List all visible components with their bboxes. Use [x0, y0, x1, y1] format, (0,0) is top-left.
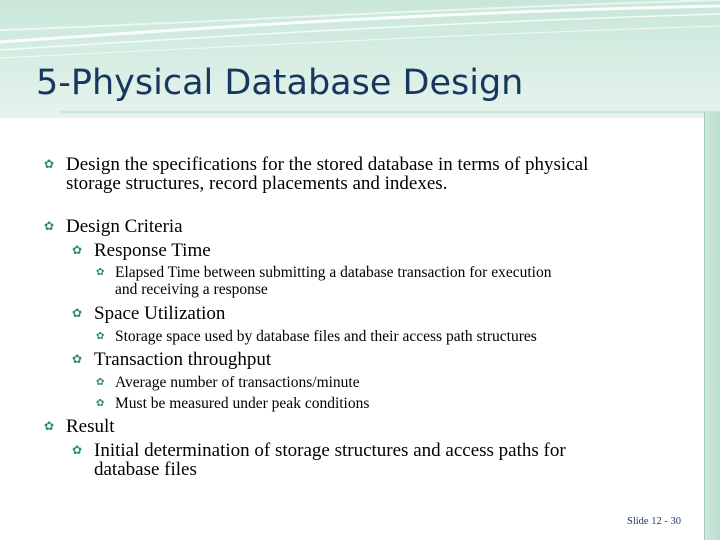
bullet-initial-determination — [72, 440, 566, 480]
bullet-text: Result — [66, 416, 115, 437]
bullet-response-time — [72, 240, 211, 261]
bullet-design-specifications — [44, 154, 589, 194]
bullet-text: Average number of transactions/minute — [115, 374, 360, 391]
bullet-text: Elapsed Time between submitting a database transaction for execution — [115, 264, 552, 281]
bullet-text-continuation: and receiving a response — [115, 281, 268, 298]
slide-title: 5-Physical Database Design — [36, 63, 524, 103]
bullet-average-number — [96, 374, 360, 391]
bullet-space-utilization — [72, 303, 226, 324]
bullet-text: Initial determination of storage structures and access paths for — [94, 440, 566, 461]
swirl-bullet-icon: ✿ — [72, 306, 83, 320]
swirl-bullet-icon: ✿ — [72, 352, 83, 366]
bullet-transaction-throughput — [72, 349, 272, 370]
swirl-bullet-icon: ✿ — [44, 219, 55, 233]
bullet-peak-conditions — [96, 395, 370, 412]
bullet-elapsed-time — [96, 264, 552, 298]
swirl-bullet-icon: ✿ — [44, 157, 55, 171]
swirl-bullet-icon: ✿ — [72, 243, 83, 257]
bullet-text: Design Criteria — [66, 216, 183, 237]
bullet-text: Transaction throughput — [94, 349, 272, 370]
swirl-bullet-icon: ✿ — [96, 398, 105, 409]
bullet-text: Must be measured under peak conditions — [115, 395, 370, 412]
bullet-text: Response Time — [94, 240, 211, 261]
swirl-bullet-icon: ✿ — [44, 419, 55, 433]
bullet-storage-space — [96, 328, 537, 345]
swirl-bullet-icon: ✿ — [72, 443, 83, 457]
swirl-bullet-icon: ✿ — [96, 267, 105, 278]
bullet-text-continuation: database files — [94, 459, 197, 480]
slide-number: Slide 12 - 30 — [627, 516, 681, 527]
bullet-result — [44, 416, 115, 437]
bullet-text: Storage space used by database files and their access path structures — [115, 328, 537, 345]
bullet-design-criteria — [44, 216, 183, 237]
swirl-bullet-icon: ✿ — [96, 377, 105, 388]
bullet-text-continuation: storage structures, record placements and indexes. — [66, 173, 448, 194]
bullet-text: Design the specifications for the stored database in terms of physical — [66, 154, 589, 175]
header-band — [0, 0, 720, 118]
bullet-text: Space Utilization — [94, 303, 226, 324]
right-edge-bar — [704, 112, 720, 540]
swirl-bullet-icon: ✿ — [96, 331, 105, 342]
